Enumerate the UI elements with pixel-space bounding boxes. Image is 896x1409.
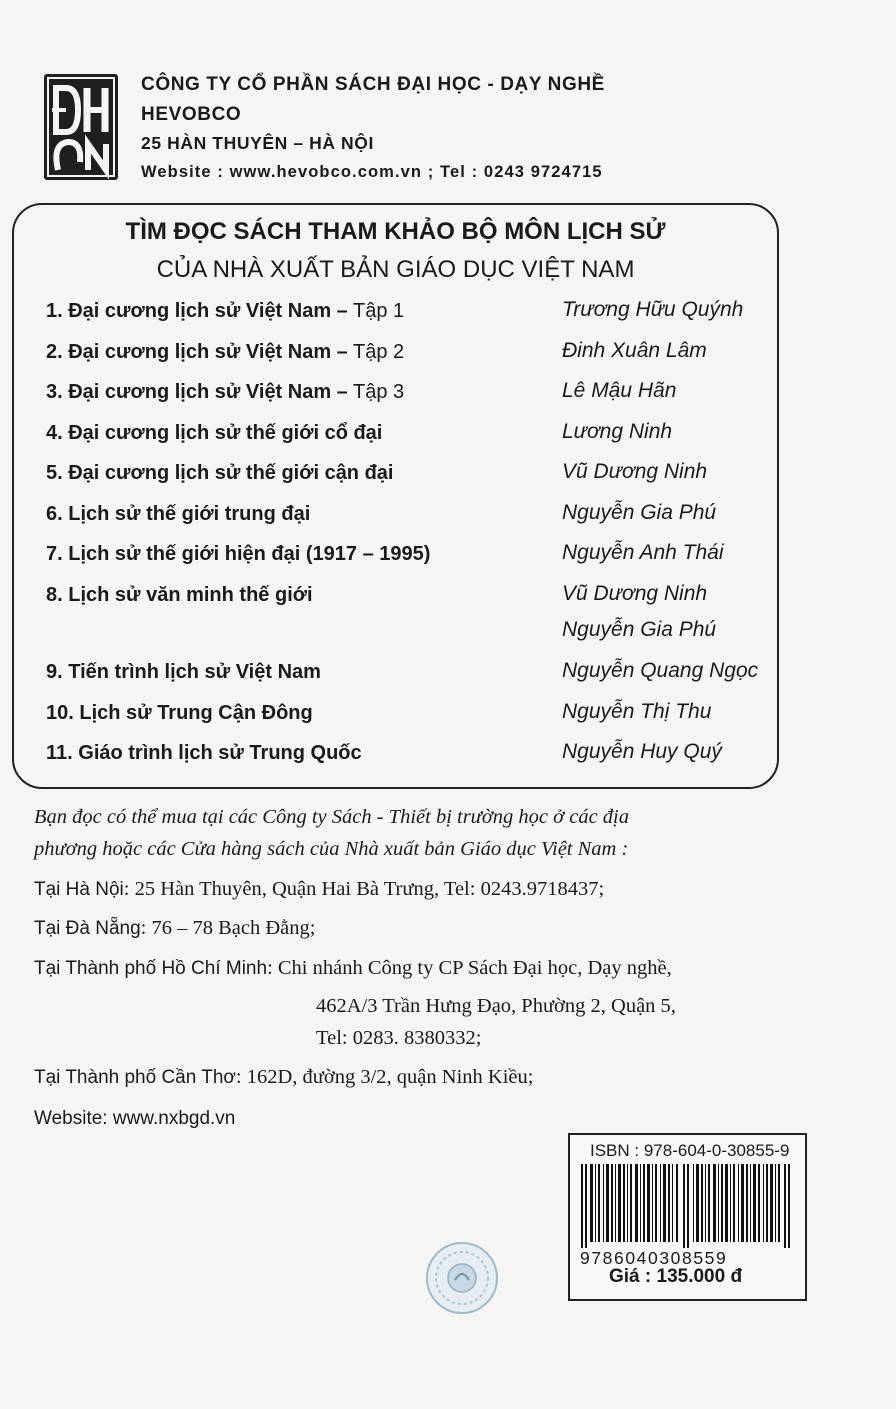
book-title: 2. Đại cương lịch sử Việt Nam – Tập 2 <box>46 341 405 363</box>
isbn-digits: 9786040308559 <box>580 1248 728 1268</box>
publisher-seal <box>424 1240 500 1321</box>
book-list-title: TÌM ĐỌC SÁCH THAM KHẢO BỘ MÔN LỊCH SỬ <box>125 218 666 245</box>
book-author: Nguyễn Huy Quý <box>562 740 722 763</box>
price: Giá : 135.000 đ <box>609 1266 743 1287</box>
book-title: 7. Lịch sử thế giới hiện đại (1917 – 1995) <box>46 543 431 565</box>
store-hcm-address: 462A/3 Trần Hưng Đạo, Phường 2, Quận 5, <box>316 995 676 1017</box>
book-author: Nguyễn Thị Thu <box>562 700 712 723</box>
book-author: Lê Mậu Hãn <box>562 379 677 402</box>
book-title: 3. Đại cương lịch sử Việt Nam – Tập 3 <box>46 381 405 403</box>
book-author: Nguyễn Anh Thái <box>562 541 724 564</box>
book-author-second: Nguyễn Gia Phú <box>562 618 717 641</box>
barcode <box>579 1164 797 1248</box>
book-author: Vũ Dương Ninh <box>562 460 708 483</box>
book-title: 8. Lịch sử văn minh thế giới <box>46 584 313 606</box>
publisher-address: 25 HÀN THUYÊN – HÀ NỘI <box>141 133 374 153</box>
isbn-label: ISBN : 978-604-0-30855-9 <box>590 1141 790 1160</box>
book-author: Vũ Dương Ninh <box>562 582 708 605</box>
book-title: 5. Đại cương lịch sử thế giới cận đại <box>46 462 394 484</box>
website-line: Website: www.nxbgd.vn <box>34 1108 236 1129</box>
store-danang: Tại Đà Nẵng: 76 – 78 Bạch Đằng; <box>34 917 316 939</box>
book-author: Nguyễn Quang Ngọc <box>562 659 759 682</box>
book-title: 11. Giáo trình lịch sử Trung Quốc <box>46 742 362 764</box>
purchase-intro: Bạn đọc có thể mua tại các Công ty Sách - Thiết bị trường học ở các địa <box>34 806 629 828</box>
publisher-contact: Website : www.hevobco.com.vn ; Tel : 0243 9724715 <box>141 163 603 181</box>
book-title: 9. Tiến trình lịch sử Việt Nam <box>46 661 321 683</box>
book-list-subtitle: CỦA NHÀ XUẤT BẢN GIÁO DỤC VIỆT NAM <box>156 256 635 283</box>
purchase-intro: phương hoặc các Cửa hàng sách của Nhà xuất bản Giáo dục Việt Nam : <box>34 838 629 860</box>
publisher-short-name: HEVOBCO <box>141 104 242 125</box>
book-title: 10. Lịch sử Trung Cận Đông <box>46 702 313 724</box>
store-hcm: Tại Thành phố Hồ Chí Minh: Chi nhánh Công ty CP Sách Đại học, Dạy nghề, <box>34 957 672 979</box>
publisher-logo <box>44 74 118 180</box>
store-cantho: Tại Thành phố Cần Thơ: 162D, đường 3/2, quận Ninh Kiều; <box>34 1066 534 1088</box>
store-hanoi: Tại Hà Nội: 25 Hàn Thuyên, Quận Hai Bà Trưng, Tel: 0243.9718437; <box>34 878 605 900</box>
book-author: Đinh Xuân Lâm <box>562 339 707 362</box>
store-hcm-tel: Tel: 0283. 8380332; <box>316 1027 482 1049</box>
book-title: 1. Đại cương lịch sử Việt Nam – Tập 1 <box>46 300 405 322</box>
book-author: Trương Hữu Quýnh <box>562 298 744 321</box>
book-title: 6. Lịch sử thế giới trung đại <box>46 503 311 525</box>
book-author: Nguyễn Gia Phú <box>562 501 717 524</box>
book-title: 4. Đại cương lịch sử thế giới cổ đại <box>46 422 383 444</box>
publisher-company: CÔNG TY CỔ PHẦN SÁCH ĐẠI HỌC - DẠY NGHỀ <box>141 74 605 95</box>
book-author: Lương Ninh <box>562 420 673 443</box>
